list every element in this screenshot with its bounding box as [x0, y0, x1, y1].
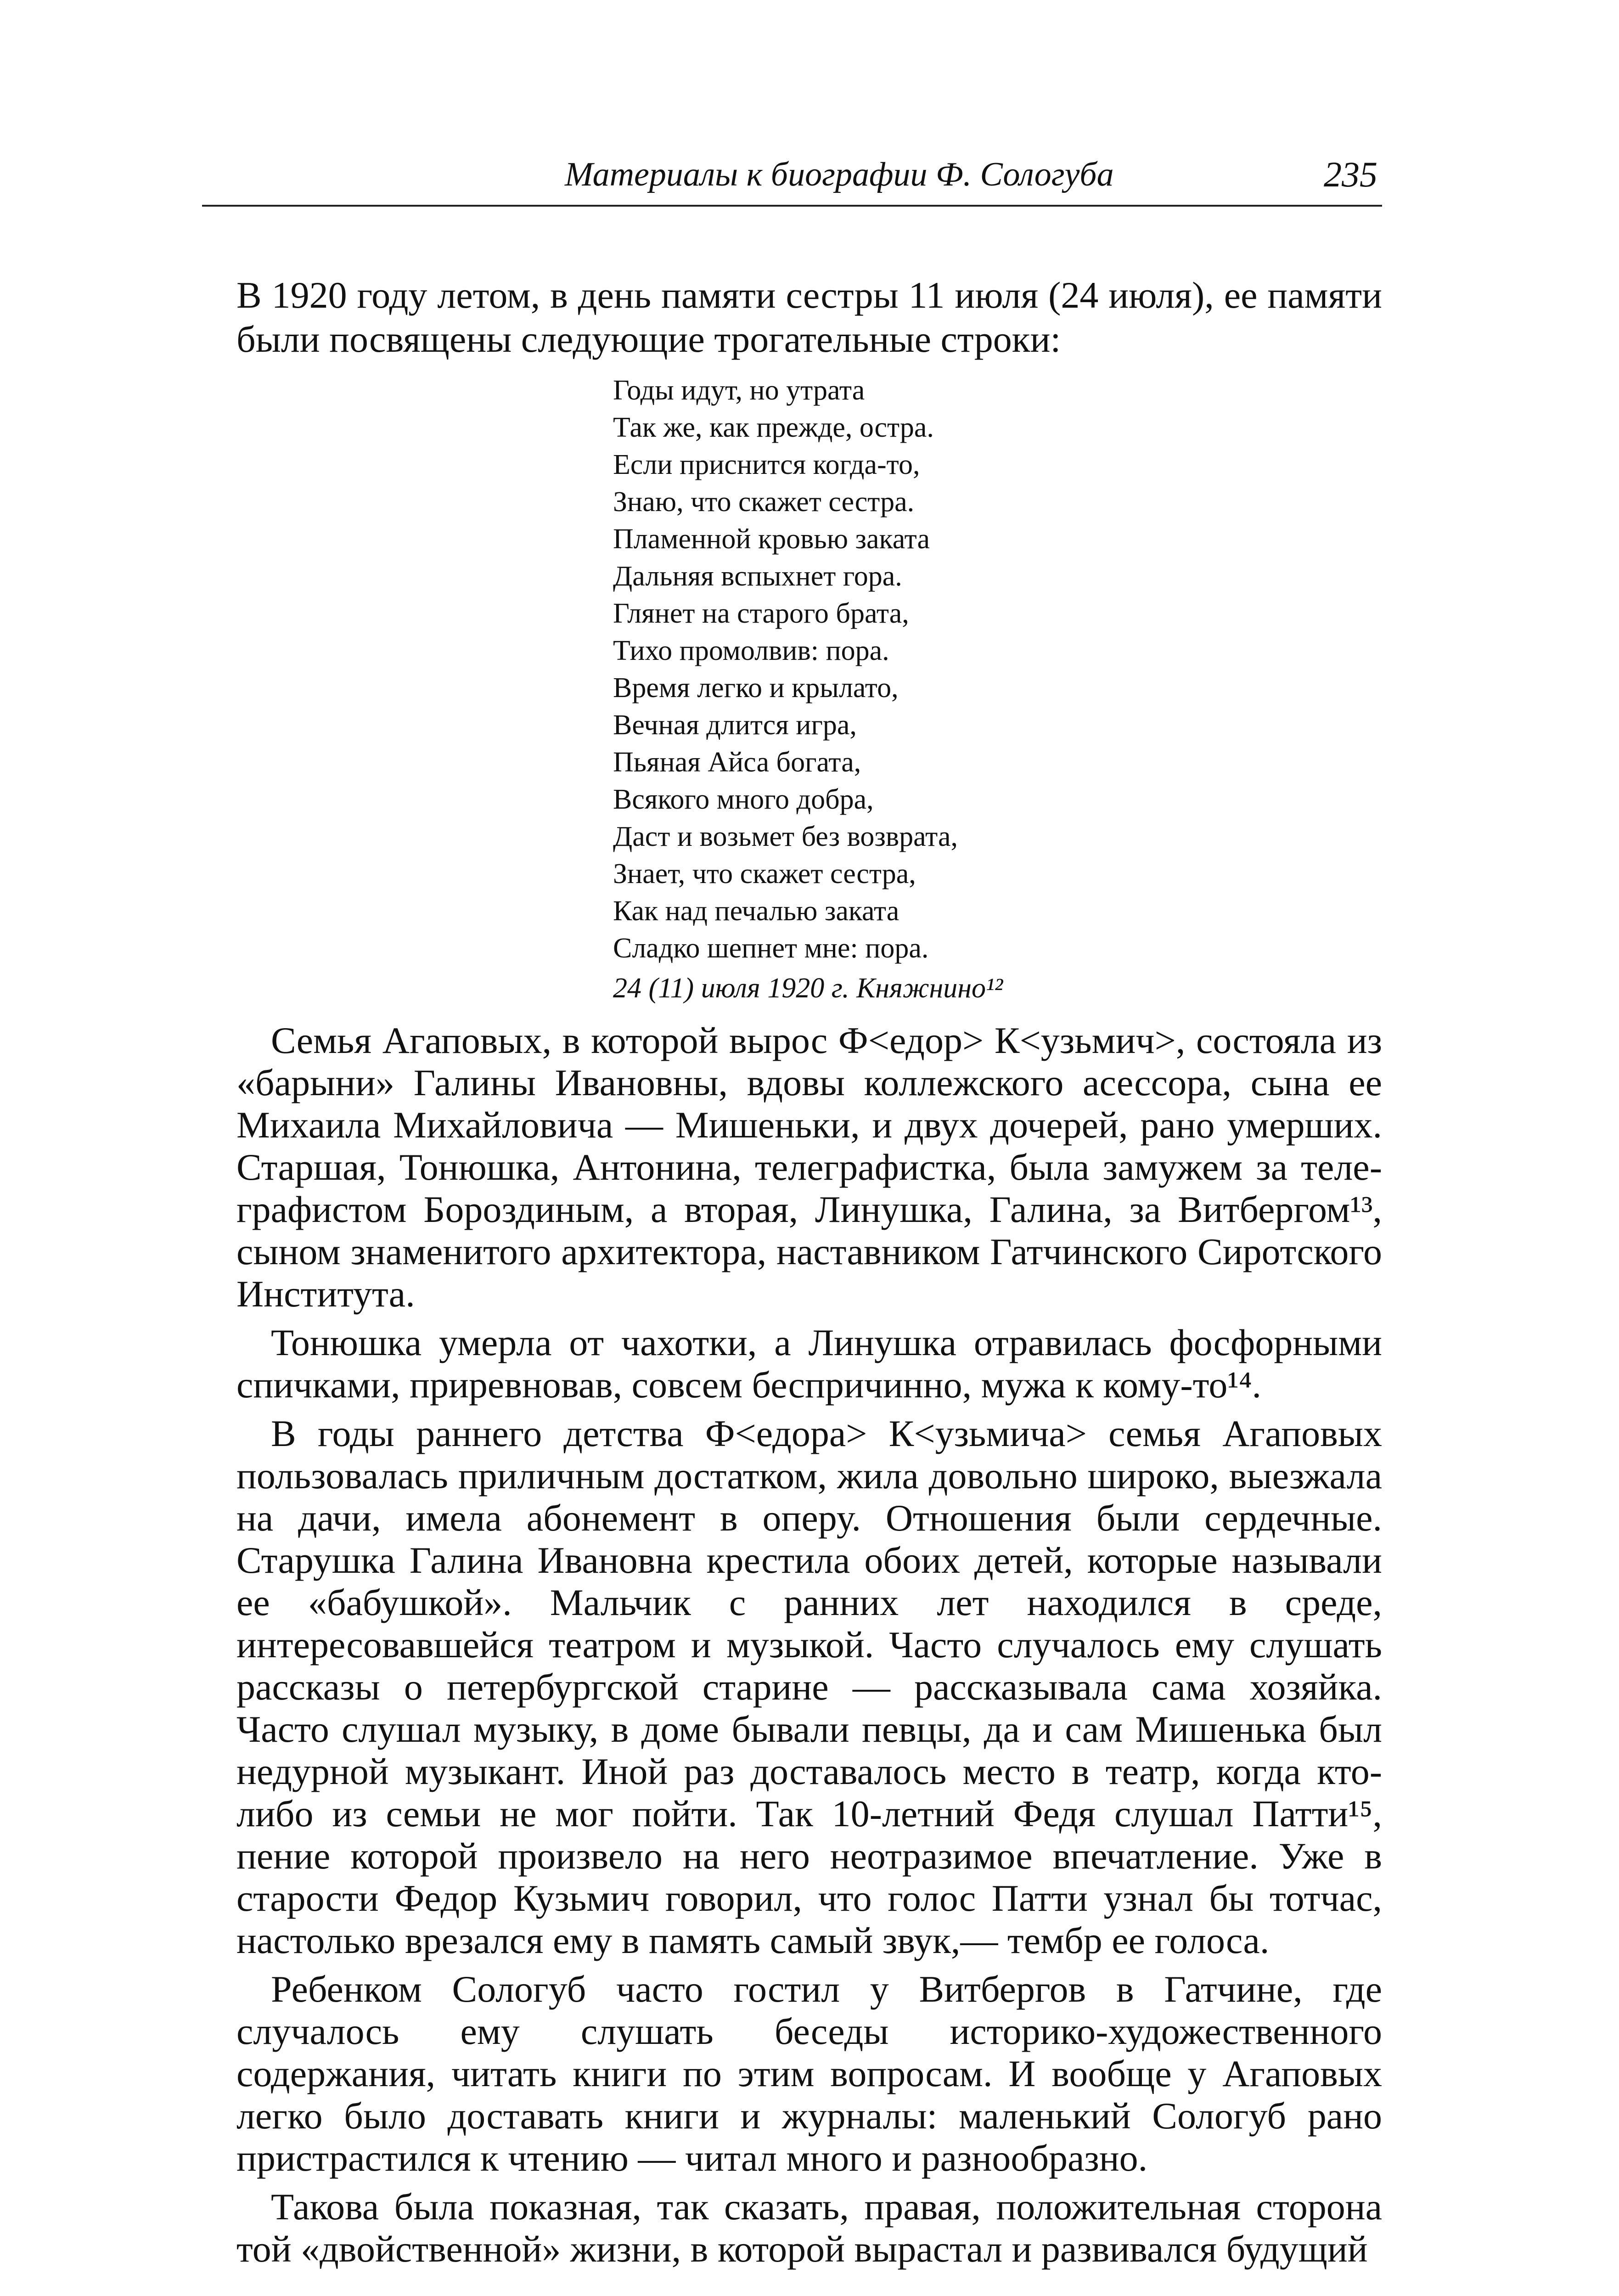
body-paragraph: Такова была показная, так сказать, правая, положительная сторона той «двойственной» жизни, в которой вырастал и развивался будущий	[236, 2186, 1382, 2270]
running-head	[202, 152, 1382, 202]
poem-line: Как над печалью заката	[613, 895, 899, 927]
body-paragraph: Семья Агаповых, в которой вырос Ф<едор> К<узьмич>, состояла из «барыни» Галины Ивановны, вдовы коллежского асессора, сына ее Михаила Михайловича — Мишеньки, и двух дочерей, рано умерших. Старшая, Тонюшка, Антонина, телеграфистка, была замужем за телеграфистом Бороздиным, а вторая, Линушка, Галина, за Витбергом¹³, сыном знаменитого архитектора, наставником Гатчинского Сиротского Института.	[236, 1019, 1382, 1315]
body-paragraph: Ребенком Сологуб часто гостил у Витбергов в Гатчине, где случалось ему слушать беседы историко-художественного содержания, читать книги по этим вопросам. И вообще у Агаповых легко было доставать книги и журналы: маленький Сологуб рано пристрастился к чтению — читал много и разнообразно.	[236, 1968, 1382, 2179]
poem-line: Знает, что скажет сестра,	[613, 858, 916, 889]
body-paragraph: Тонюшка умерла от чахотки, а Линушка отравилась фосфорными спичками, приревновав, совсем беспричинно, мужа к кому-то¹⁴.	[236, 1322, 1382, 1406]
poem-signature: 24 (11) июля 1920 г. Княжнино¹²	[613, 973, 1003, 1004]
poem-line: Дальняя вспыхнет гора.	[613, 561, 902, 592]
poem-line: Знаю, что скажет сестра.	[613, 486, 915, 518]
body-paragraph: В годы раннего детства Ф<едора> К<узьмича> семья Агаповых пользовалась приличным достатком, жила довольно широко, выезжала на дачи, имела абонемент в оперу. Отношения были сердечные. Старушка Галина Ивановна крестила обоих детей, которые называли ее «бабушкой». Мальчик с ранних лет находился в среде, интересовавшейся театром и музыкой. Часто случалось ему слушать рассказы о петербургской старине — рассказывала сама хозяйка. Часто слушал музыку, в доме бывали певцы, да и сам Мишенька был недурной музыкант. Иной раз доставалось место в театр, когда кто-либо из семьи не мог пойти. Так 10-летний Федя слушал Патти¹⁵, пение которой произвело на него неотразимое впечатление. Уже в старости Федор Кузьмич говорил, что голос Патти узнал бы тотчас, настолько врезался ему в память самый звук,— тембр ее голоса.	[236, 1412, 1382, 1961]
poem-line: Сладко шепнет мне: пора.	[613, 933, 929, 964]
header-rule	[202, 205, 1382, 207]
poem-line: Если приснится когда-то,	[613, 449, 920, 480]
intro-paragraph: В 1920 году летом, в день памяти сестры 11 июля (24 июля), ее памяти были посвящены следующие трогательные строки:	[236, 274, 1382, 360]
poem-line: Даст и возьмет без возврата,	[613, 821, 958, 852]
running-title: Материалы к биографии Ф. Сологуба	[565, 156, 1114, 193]
poem-line: Годы идут, но утрата	[613, 375, 865, 406]
poem-line: Время легко и крылато,	[613, 672, 899, 703]
poem-line: Всякого много добра,	[613, 784, 874, 815]
poem-line: Вечная длится игра,	[613, 709, 857, 741]
poem-line: Пламенной кровью заката	[613, 523, 930, 555]
body-text	[236, 1019, 1382, 2277]
page-number: 235	[1324, 154, 1377, 194]
poem-line: Тихо промолвив: пора.	[613, 635, 889, 666]
poem-line: Пьяная Айса богата,	[613, 747, 861, 778]
poem-line: Так же, как прежде, остра.	[613, 412, 934, 443]
poem-line: Глянет на старого брата,	[613, 598, 909, 629]
poem	[613, 372, 1302, 1007]
